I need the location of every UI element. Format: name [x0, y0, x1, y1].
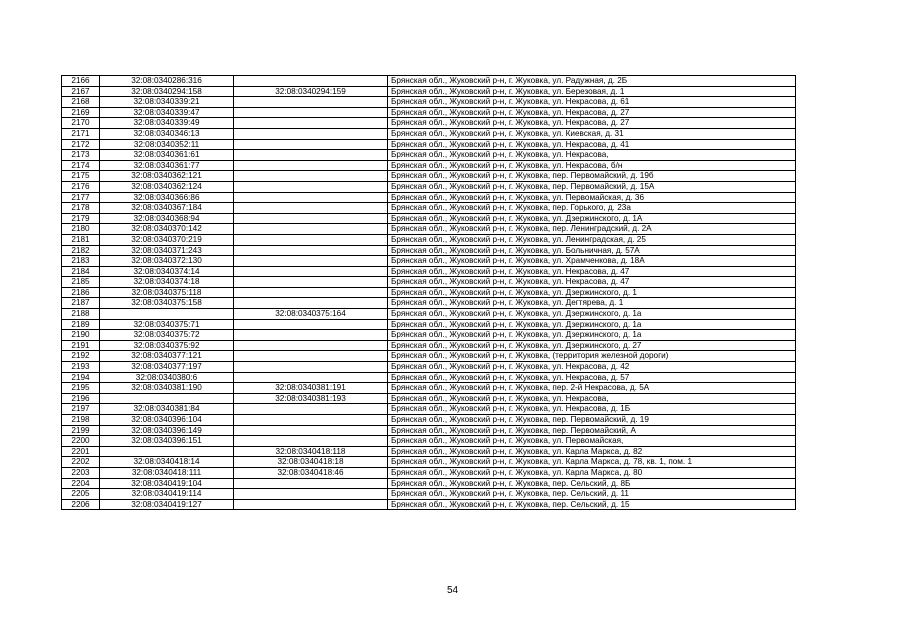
row-number-cell: 2169: [62, 107, 100, 118]
parent-cadastral-number-cell: [234, 213, 388, 224]
row-number-cell: 2206: [62, 499, 100, 510]
row-number-cell: 2193: [62, 362, 100, 373]
address-cell: Брянская обл., Жуковский р-н, г. Жуковка, ул. Некрасова, д. 57: [388, 372, 796, 383]
cadastral-number-cell: 32:08:0340374:14: [100, 266, 234, 277]
cadastral-number-cell: 32:08:0340380:6: [100, 372, 234, 383]
row-number-cell: 2184: [62, 266, 100, 277]
parent-cadastral-number-cell: [234, 118, 388, 129]
row-number-cell: 2183: [62, 256, 100, 267]
table-row: [62, 256, 796, 267]
table-row: [62, 150, 796, 161]
table-row: [62, 425, 796, 436]
row-number-cell: 2190: [62, 330, 100, 341]
cadastral-number-cell: 32:08:0340372:130: [100, 256, 234, 267]
address-cell: Брянская обл., Жуковский р-н, г. Жуковка, ул. Карла Маркса, д. 80: [388, 467, 796, 478]
table-row: [62, 224, 796, 235]
parent-cadastral-number-cell: [234, 139, 388, 150]
address-cell: Брянская обл., Жуковский р-н, г. Жуковка, ул. Больничная, д. 57А: [388, 245, 796, 256]
parent-cadastral-number-cell: [234, 150, 388, 161]
row-number-cell: 2197: [62, 404, 100, 415]
parent-cadastral-number-cell: [234, 499, 388, 510]
parent-cadastral-number-cell: [234, 372, 388, 383]
table-row: [62, 340, 796, 351]
row-number-cell: 2186: [62, 287, 100, 298]
cadastral-number-cell: 32:08:0340294:158: [100, 86, 234, 97]
cadastral-number-cell: 32:08:0340371:243: [100, 245, 234, 256]
table-row: [62, 298, 796, 309]
cadastral-number-cell: 32:08:0340370:142: [100, 224, 234, 235]
cadastral-number-cell: 32:08:0340375:72: [100, 330, 234, 341]
table-row: [62, 234, 796, 245]
cadastral-number-cell: 32:08:0340375:92: [100, 340, 234, 351]
parent-cadastral-number-cell: [234, 234, 388, 245]
address-cell: Брянская обл., Жуковский р-н, г. Жуковка, пер. Первомайский, д. 19б: [388, 171, 796, 182]
row-number-cell: 2204: [62, 478, 100, 489]
cadastral-number-cell: [100, 393, 234, 404]
row-number-cell: 2192: [62, 351, 100, 362]
address-cell: Брянская обл., Жуковский р-н, г. Жуковка, ул. Некрасова, д. 61: [388, 97, 796, 108]
table-row: [62, 107, 796, 118]
parent-cadastral-number-cell: [234, 489, 388, 500]
address-cell: Брянская обл., Жуковский р-н, г. Жуковка, ул. Некрасова, д. 42: [388, 362, 796, 373]
table-row: [62, 309, 796, 320]
address-cell: Брянская обл., Жуковский р-н, г. Жуковка, ул. Некрасова, д. 47: [388, 277, 796, 288]
row-number-cell: 2182: [62, 245, 100, 256]
table-row: [62, 319, 796, 330]
address-cell: Брянская обл., Жуковский р-н, г. Жуковка, ул. Некрасова, д. 27: [388, 118, 796, 129]
page-number: 54: [446, 585, 459, 596]
row-number-cell: 2189: [62, 319, 100, 330]
address-cell: Брянская обл., Жуковский р-н, г. Жуковка, ул. Дзержинского, д. 27: [388, 340, 796, 351]
address-cell: Брянская обл., Жуковский р-н, г. Жуковка, ул. Радужная, д. 2Б: [388, 76, 796, 87]
cadastral-number-cell: 32:08:0340362:124: [100, 181, 234, 192]
parent-cadastral-number-cell: [234, 160, 388, 171]
table-row: [62, 383, 796, 394]
address-cell: Брянская обл., Жуковский р-н, г. Жуковка, ул. Дзержинского, д. 1а: [388, 319, 796, 330]
address-cell: Брянская обл., Жуковский р-н, г. Жуковка, ул. Дзержинского, д. 1а: [388, 309, 796, 320]
parent-cadastral-number-cell: 32:08:0340418:18: [234, 457, 388, 468]
address-cell: Брянская обл., Жуковский р-н, г. Жуковка, ул. Карла Маркса, д. 78, кв. 1, пом. 1: [388, 457, 796, 468]
table-row: [62, 393, 796, 404]
cadastral-number-cell: 32:08:0340375:158: [100, 298, 234, 309]
parent-cadastral-number-cell: [234, 415, 388, 426]
address-cell: Брянская обл., Жуковский р-н, г. Жуковка, ул. Некрасова, д. 1Б: [388, 404, 796, 415]
parent-cadastral-number-cell: [234, 192, 388, 203]
cadastral-number-cell: 32:08:0340419:127: [100, 499, 234, 510]
address-cell: Брянская обл., Жуковский р-н, г. Жуковка, пер. Первомайский, д. 19: [388, 415, 796, 426]
cadastral-number-cell: 32:08:0340339:21: [100, 97, 234, 108]
table-row: [62, 287, 796, 298]
table-row: [62, 351, 796, 362]
address-cell: Брянская обл., Жуковский р-н, г. Жуковка, ул. Некрасова,: [388, 393, 796, 404]
parent-cadastral-number-cell: [234, 330, 388, 341]
parent-cadastral-number-cell: [234, 478, 388, 489]
address-cell: Брянская обл., Жуковский р-н, г. Жуковка, пер. Первомайский, А: [388, 425, 796, 436]
address-cell: Брянская обл., Жуковский р-н, г. Жуковка, пер. Сельский, д. 8Б: [388, 478, 796, 489]
parent-cadastral-number-cell: 32:08:0340375:164: [234, 309, 388, 320]
cadastral-number-cell: 32:08:0340286:316: [100, 76, 234, 87]
address-cell: Брянская обл., Жуковский р-н, г. Жуковка, пер. Первомайский, д. 15А: [388, 181, 796, 192]
table-row: [62, 330, 796, 341]
parent-cadastral-number-cell: [234, 362, 388, 373]
table-row: [62, 457, 796, 468]
row-number-cell: 2172: [62, 139, 100, 150]
address-cell: Брянская обл., Жуковский р-н, г. Жуковка, ул. Некрасова, д. 41: [388, 139, 796, 150]
table-row: [62, 436, 796, 447]
address-cell: Брянская обл., Жуковский р-н, г. Жуковка, пер. Ленинградский, д. 2А: [388, 224, 796, 235]
cadastral-number-cell: 32:08:0340396:104: [100, 415, 234, 426]
address-cell: Брянская обл., Жуковский р-н, г. Жуковка, ул. Некрасова, д. 27: [388, 107, 796, 118]
table-row: [62, 499, 796, 510]
cadastral-number-cell: 32:08:0340367:184: [100, 203, 234, 214]
row-number-cell: 2202: [62, 457, 100, 468]
address-cell: Брянская обл., Жуковский р-н, г. Жуковка, ул. Березовая, д. 1: [388, 86, 796, 97]
table-row: [62, 76, 796, 87]
cadastral-number-cell: 32:08:0340381:190: [100, 383, 234, 394]
parent-cadastral-number-cell: [234, 128, 388, 139]
address-cell: Брянская обл., Жуковский р-н, г. Жуковка, ул. Дзержинского, д. 1а: [388, 330, 796, 341]
parent-cadastral-number-cell: [234, 298, 388, 309]
table-row: [62, 213, 796, 224]
row-number-cell: 2194: [62, 372, 100, 383]
table-row: [62, 128, 796, 139]
parent-cadastral-number-cell: [234, 340, 388, 351]
cadastral-number-cell: 32:08:0340377:121: [100, 351, 234, 362]
cadastral-number-cell: 32:08:0340381:84: [100, 404, 234, 415]
cadastral-number-cell: 32:08:0340375:71: [100, 319, 234, 330]
parent-cadastral-number-cell: [234, 181, 388, 192]
row-number-cell: 2170: [62, 118, 100, 129]
table-row: [62, 86, 796, 97]
row-number-cell: 2185: [62, 277, 100, 288]
cadastral-number-cell: 32:08:0340396:149: [100, 425, 234, 436]
row-number-cell: 2187: [62, 298, 100, 309]
parent-cadastral-number-cell: [234, 107, 388, 118]
row-number-cell: 2181: [62, 234, 100, 245]
address-cell: Брянская обл., Жуковский р-н, г. Жуковка, ул. Дегтярева, д. 1: [388, 298, 796, 309]
cadastral-number-cell: 32:08:0340361:77: [100, 160, 234, 171]
cadastral-number-cell: 32:08:0340419:114: [100, 489, 234, 500]
address-cell: Брянская обл., Жуковский р-н, г. Жуковка, ул. Карла Маркса, д. 82: [388, 446, 796, 457]
address-cell: Брянская обл., Жуковский р-н, г. Жуковка, ул. Некрасова,: [388, 150, 796, 161]
row-number-cell: 2180: [62, 224, 100, 235]
cadastral-number-cell: 32:08:0340352:11: [100, 139, 234, 150]
row-number-cell: 2199: [62, 425, 100, 436]
parent-cadastral-number-cell: [234, 203, 388, 214]
cadastral-number-cell: 32:08:0340346:13: [100, 128, 234, 139]
table-row: [62, 372, 796, 383]
row-number-cell: 2173: [62, 150, 100, 161]
parent-cadastral-number-cell: 32:08:0340381:193: [234, 393, 388, 404]
cadastral-number-cell: 32:08:0340339:49: [100, 118, 234, 129]
table-row: [62, 160, 796, 171]
parent-cadastral-number-cell: 32:08:0340418:118: [234, 446, 388, 457]
address-cell: Брянская обл., Жуковский р-н, г. Жуковка, ул. Первомайская, д. 36: [388, 192, 796, 203]
parent-cadastral-number-cell: [234, 266, 388, 277]
row-number-cell: 2171: [62, 128, 100, 139]
parent-cadastral-number-cell: [234, 245, 388, 256]
table-row: [62, 277, 796, 288]
cadastral-table: [61, 75, 796, 510]
row-number-cell: 2178: [62, 203, 100, 214]
parent-cadastral-number-cell: [234, 76, 388, 87]
table-row: [62, 245, 796, 256]
table-row: [62, 118, 796, 129]
row-number-cell: 2174: [62, 160, 100, 171]
cadastral-number-cell: 32:08:0340366:86: [100, 192, 234, 203]
parent-cadastral-number-cell: 32:08:0340294:159: [234, 86, 388, 97]
parent-cadastral-number-cell: [234, 224, 388, 235]
parent-cadastral-number-cell: [234, 277, 388, 288]
parent-cadastral-number-cell: [234, 287, 388, 298]
row-number-cell: 2176: [62, 181, 100, 192]
parent-cadastral-number-cell: [234, 425, 388, 436]
cadastral-number-cell: 32:08:0340370:219: [100, 234, 234, 245]
cadastral-number-cell: 32:08:0340418:14: [100, 457, 234, 468]
parent-cadastral-number-cell: 32:08:0340418:46: [234, 467, 388, 478]
cadastral-number-cell: 32:08:0340374:18: [100, 277, 234, 288]
document-sheet: [61, 75, 795, 510]
table-row: [62, 489, 796, 500]
table-row: [62, 181, 796, 192]
row-number-cell: 2191: [62, 340, 100, 351]
parent-cadastral-number-cell: [234, 319, 388, 330]
parent-cadastral-number-cell: [234, 404, 388, 415]
parent-cadastral-number-cell: [234, 171, 388, 182]
table-row: [62, 415, 796, 426]
parent-cadastral-number-cell: [234, 436, 388, 447]
cadastral-number-cell: 32:08:0340418:111: [100, 467, 234, 478]
address-cell: Брянская обл., Жуковский р-н, г. Жуковка, пер. Сельский, д. 15: [388, 499, 796, 510]
row-number-cell: 2177: [62, 192, 100, 203]
address-cell: Брянская обл., Жуковский р-н, г. Жуковка, ул. Некрасова, д. 47: [388, 266, 796, 277]
table-row: [62, 446, 796, 457]
row-number-cell: 2195: [62, 383, 100, 394]
row-number-cell: 2168: [62, 97, 100, 108]
cadastral-number-cell: 32:08:0340396:151: [100, 436, 234, 447]
table-row: [62, 203, 796, 214]
cadastral-number-cell: [100, 309, 234, 320]
table-row: [62, 97, 796, 108]
row-number-cell: 2196: [62, 393, 100, 404]
address-cell: Брянская обл., Жуковский р-н, г. Жуковка, пер. Горького, д. 23а: [388, 203, 796, 214]
cadastral-number-cell: 32:08:0340361:61: [100, 150, 234, 161]
address-cell: Брянская обл., Жуковский р-н, г. Жуковка, пер. Сельский, д. 11: [388, 489, 796, 500]
cadastral-number-cell: 32:08:0340368:94: [100, 213, 234, 224]
row-number-cell: 2198: [62, 415, 100, 426]
table-row: [62, 171, 796, 182]
address-cell: Брянская обл., Жуковский р-н, г. Жуковка, ул. Ленинградская, д. 25: [388, 234, 796, 245]
table-row: [62, 192, 796, 203]
parent-cadastral-number-cell: [234, 256, 388, 267]
row-number-cell: 2175: [62, 171, 100, 182]
cadastral-number-cell: 32:08:0340419:104: [100, 478, 234, 489]
address-cell: Брянская обл., Жуковский р-н, г. Жуковка, ул. Некрасова, б/н: [388, 160, 796, 171]
address-cell: Брянская обл., Жуковский р-н, г. Жуковка, ул. Храмченкова, д. 18А: [388, 256, 796, 267]
address-cell: Брянская обл., Жуковский р-н, г. Жуковка, пер. 2-й Некрасова, д. 5А: [388, 383, 796, 394]
parent-cadastral-number-cell: [234, 351, 388, 362]
address-cell: Брянская обл., Жуковский р-н, г. Жуковка, ул. Дзержинского, д. 1А: [388, 213, 796, 224]
row-number-cell: 2200: [62, 436, 100, 447]
row-number-cell: 2188: [62, 309, 100, 320]
table-row: [62, 467, 796, 478]
row-number-cell: 2179: [62, 213, 100, 224]
table-row: [62, 266, 796, 277]
row-number-cell: 2167: [62, 86, 100, 97]
cadastral-number-cell: [100, 446, 234, 457]
row-number-cell: 2205: [62, 489, 100, 500]
parent-cadastral-number-cell: [234, 97, 388, 108]
cadastral-number-cell: 32:08:0340362:121: [100, 171, 234, 182]
cadastral-number-cell: 32:08:0340377:197: [100, 362, 234, 373]
address-cell: Брянская обл., Жуковский р-н, г. Жуковка, ул. Первомайская,: [388, 436, 796, 447]
address-cell: Брянская обл., Жуковский р-н, г. Жуковка, (территория железной дороги): [388, 351, 796, 362]
table-row: [62, 139, 796, 150]
table-row: [62, 478, 796, 489]
row-number-cell: 2201: [62, 446, 100, 457]
parent-cadastral-number-cell: 32:08:0340381:191: [234, 383, 388, 394]
table-row: [62, 404, 796, 415]
row-number-cell: 2203: [62, 467, 100, 478]
cadastral-number-cell: 32:08:0340339:47: [100, 107, 234, 118]
table-row: [62, 362, 796, 373]
cadastral-number-cell: 32:08:0340375:118: [100, 287, 234, 298]
table-body: [62, 76, 796, 510]
row-number-cell: 2166: [62, 76, 100, 87]
address-cell: Брянская обл., Жуковский р-н, г. Жуковка, ул. Киевская, д. 31: [388, 128, 796, 139]
address-cell: Брянская обл., Жуковский р-н, г. Жуковка, ул. Дзержинского, д. 1: [388, 287, 796, 298]
